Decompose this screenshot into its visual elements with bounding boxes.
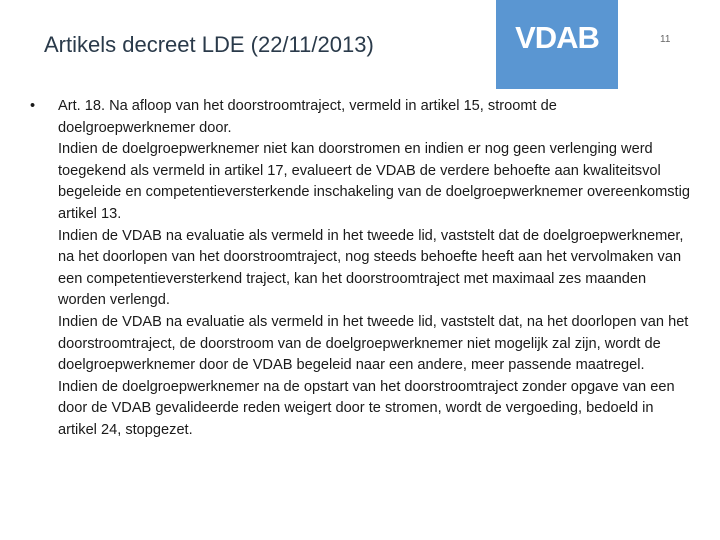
bullet-text	[58, 96, 692, 442]
logo-text: VDAB	[515, 19, 599, 55]
paragraph-3: Indien de VDAB na evaluatie als vermeld in het tweede lid, vaststelt dat de doelgroepwerknemer, na het doorlopen van het doorstroomtraject, nog steeds behoefte heeft aan het vervolmaken van een competentieversterkend traject, kan het doorstroomtraject met maximaal zes maanden worden verlengd.	[58, 227, 684, 309]
paragraph-2: Indien de doelgroepwerknemer niet kan doorstromen en indien er nog geen verlenging werd toegekend als vermeld in artikel 17, evalueert de VDAB de verdere behoefte aan kwaliteitsvol begeleide en competentieversterkende inschakeling van de doelgroepwerknemer overeenkomstig artikel 13.	[58, 141, 690, 222]
bullet-item	[30, 96, 692, 442]
slide-title: Artikels decreet LDE (22/11/2013)	[44, 32, 374, 57]
paragraph-5: Indien de doelgroepwerknemer na de opstart van het doorstroomtraject zonder opgave van een door de VDAB gevalideerde reden weigert door te stromen, wordt de vergoeding, bedoeld in artikel 24, stopgezet.	[58, 378, 675, 438]
vdab-logo	[496, 0, 618, 89]
paragraph-4: Indien de VDAB na evaluatie als vermeld in het tweede lid, vaststelt dat, na het doorlopen van het doorstroomtraject, de doorstroom van de doelgroepwerknemer niet mogelijk zal zijn, wordt de doelgroepwerknemer door de VDAB begeleid naar een andere, meer passende maatregel.	[58, 313, 689, 374]
page-number: 11	[660, 34, 671, 45]
paragraph-1: Art. 18. Na afloop van het doorstroomtraject, vermeld in artikel 15, stroomt de doelgroepwerknemer door.	[58, 98, 557, 136]
bullet-icon: •	[30, 98, 36, 114]
slide-body	[30, 96, 692, 442]
